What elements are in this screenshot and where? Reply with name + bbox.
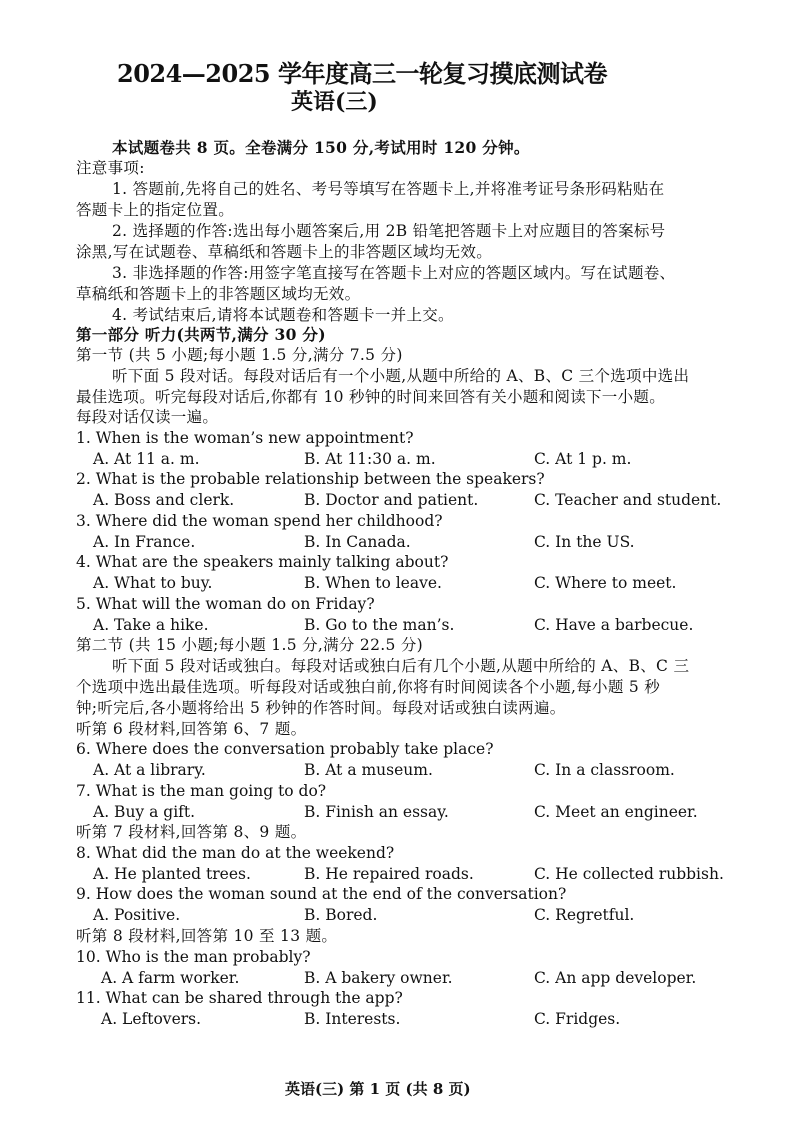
- option-c: C. An app developer.: [534, 969, 697, 987]
- material-header: 听第 7 段材料,回答第 8、9 题。: [76, 823, 307, 841]
- option-a: A. Take a hike.: [93, 616, 209, 634]
- option-c: C. In the US.: [534, 533, 635, 551]
- question-text: 6. Where does the conversation probably take place?: [76, 740, 494, 758]
- option-c: C. At 1 p. m.: [534, 450, 632, 468]
- option-a: A. At 11 a. m.: [93, 450, 200, 468]
- section1-heading: 第一节 (共 5 小题;每小题 1.5 分,满分 7.5 分): [76, 346, 403, 364]
- note-line: 草稿纸和答题卡上的非答题区域均无效。: [76, 285, 361, 303]
- question-text: 11. What can be shared through the app?: [76, 989, 403, 1007]
- note-line: 4. 考试结束后,请将本试题卷和答题卡一并上交。: [112, 306, 454, 324]
- option-c: C. Regretful.: [534, 906, 635, 924]
- option-a: A. In France.: [93, 533, 196, 551]
- option-b: B. Finish an essay.: [304, 803, 449, 821]
- option-b: B. Interests.: [304, 1010, 401, 1028]
- option-c: C. In a classroom.: [534, 761, 675, 779]
- note-line: 3. 非选择题的作答:用签字笔直接写在答题卡上对应的答题区域内。写在试题卷、: [112, 264, 676, 282]
- option-a: A. Boss and clerk.: [93, 491, 235, 509]
- question-text: 5. What will the woman do on Friday?: [76, 595, 375, 613]
- option-b: B. At 11:30 a. m.: [304, 450, 436, 468]
- notes-heading: 注意事项:: [76, 159, 145, 177]
- part1-heading: 第一部分 听力(共两节,满分 30 分): [76, 325, 326, 344]
- option-b: B. In Canada.: [304, 533, 411, 551]
- question-text: 2. What is the probable relationship between the speakers?: [76, 470, 545, 488]
- section2-heading: 第二节 (共 15 小题;每小题 1.5 分,满分 22.5 分): [76, 636, 424, 654]
- question-text: 3. Where did the woman spend her childhood?: [76, 512, 443, 530]
- option-c: C. Teacher and student.: [534, 491, 722, 509]
- question-text: 9. How does the woman sound at the end of the conversation?: [76, 885, 567, 903]
- material-header: 听第 8 段材料,回答第 10 至 13 题。: [76, 927, 338, 945]
- page-footer: 英语(三) 第 1 页 (共 8 页): [285, 1080, 471, 1098]
- option-b: B. At a museum.: [304, 761, 433, 779]
- option-b: B. A bakery owner.: [304, 969, 453, 987]
- note-line: 2. 选择题的作答:选出每小题答案后,用 2B 铅笔把答题卡上对应题目的答案标号: [112, 222, 666, 240]
- option-a: A. A farm worker.: [101, 969, 240, 987]
- exam-subtitle: 英语(三): [291, 89, 378, 115]
- option-b: B. He repaired roads.: [304, 865, 474, 883]
- option-a: A. At a library.: [93, 761, 206, 779]
- question-text: 4. What are the speakers mainly talking about?: [76, 553, 449, 571]
- option-a: A. Leftovers.: [101, 1010, 202, 1028]
- section2-instruction: 听下面 5 段对话或独白。每段对话或独白后有几个小题,从题中所给的 A、B、C 三: [112, 657, 690, 675]
- option-c: C. Fridges.: [534, 1010, 621, 1028]
- question-text: 8. What did the man do at the weekend?: [76, 844, 395, 862]
- option-c: C. Meet an engineer.: [534, 803, 698, 821]
- option-c: C. Have a barbecue.: [534, 616, 694, 634]
- note-line: 答题卡上的指定位置。: [76, 201, 235, 219]
- option-a: A. What to buy.: [93, 574, 213, 592]
- material-header: 听第 6 段材料,回答第 6、7 题。: [76, 720, 307, 738]
- exam-title: 2024—2025 学年度高三一轮复习摸底测试卷: [117, 59, 607, 88]
- option-c: C. He collected rubbish.: [534, 865, 724, 883]
- note-line: 1. 答题前,先将自己的姓名、考号等填写在答题卡上,并将准考证号条形码粘贴在: [112, 180, 665, 198]
- option-a: A. He planted trees.: [93, 865, 251, 883]
- section1-instruction: 听下面 5 段对话。每段对话后有一个小题,从题中所给的 A、B、C 三个选项中选出: [112, 367, 690, 385]
- option-a: A. Buy a gift.: [93, 803, 196, 821]
- exam-intro: 本试题卷共 8 页。全卷满分 150 分,考试用时 120 分钟。: [112, 138, 530, 157]
- section2-instruction: 个选项中选出最佳选项。听每段对话或独白前,你将有时间阅读各个小题,每小题 5 秒: [76, 678, 661, 696]
- question-text: 7. What is the man going to do?: [76, 782, 327, 800]
- section1-instruction: 最佳选项。听完每段对话后,你都有 10 秒钟的时间来回答有关小题和阅读下一小题。: [76, 388, 666, 406]
- option-b: B. Bored.: [304, 906, 378, 924]
- option-b: B. Go to the man’s.: [304, 616, 455, 634]
- section1-instruction: 每段对话仅读一遍。: [76, 408, 219, 426]
- question-text: 1. When is the woman’s new appointment?: [76, 429, 414, 447]
- option-a: A. Positive.: [93, 906, 181, 924]
- option-c: C. Where to meet.: [534, 574, 677, 592]
- question-text: 10. Who is the man probably?: [76, 948, 311, 966]
- option-b: B. Doctor and patient.: [304, 491, 479, 509]
- option-b: B. When to leave.: [304, 574, 442, 592]
- section2-instruction: 钟;听完后,各小题将给出 5 秒钟的作答时间。每段对话或独白读两遍。: [76, 699, 566, 717]
- note-line: 涂黑,写在试题卷、草稿纸和答题卡上的非答题区域均无效。: [76, 243, 493, 261]
